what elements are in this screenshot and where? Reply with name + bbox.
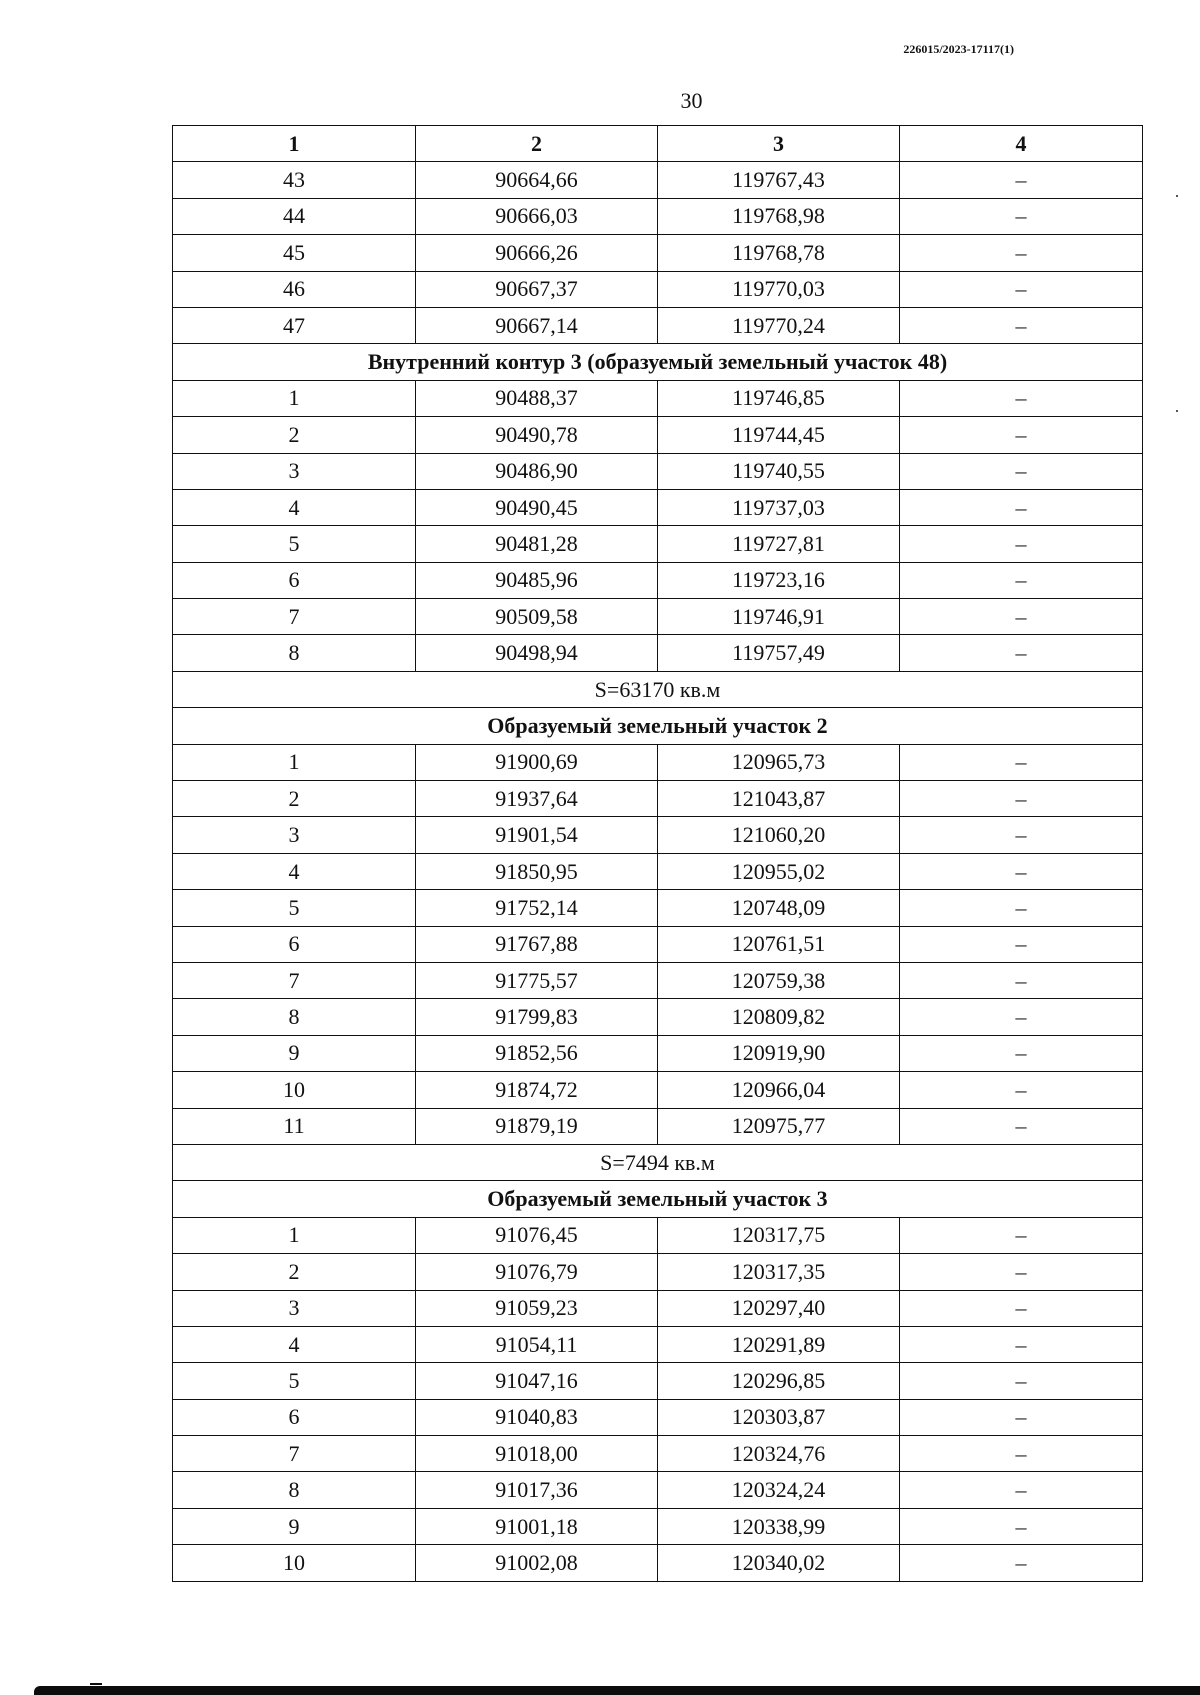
note-cell: –	[900, 744, 1143, 780]
note-cell: –	[900, 198, 1143, 234]
x-coordinate-cell: 91040,83	[416, 1399, 658, 1435]
table-row	[173, 744, 1143, 780]
note-cell: –	[900, 817, 1143, 853]
table-row	[173, 453, 1143, 489]
point-number-cell: 4	[173, 853, 416, 889]
x-coordinate-cell: 90667,14	[416, 307, 658, 343]
x-coordinate-cell: 90666,26	[416, 235, 658, 271]
y-coordinate-cell: 119746,91	[658, 599, 900, 635]
x-coordinate-cell: 90490,45	[416, 489, 658, 525]
x-coordinate-cell: 91874,72	[416, 1072, 658, 1108]
table-row	[173, 235, 1143, 271]
note-cell: –	[900, 962, 1143, 998]
point-number-cell: 46	[173, 271, 416, 307]
note-cell: –	[900, 1508, 1143, 1544]
table-row	[173, 1290, 1143, 1326]
note-cell: –	[900, 1072, 1143, 1108]
scan-edge-mark	[90, 1683, 102, 1685]
y-coordinate-cell: 119737,03	[658, 489, 900, 525]
y-coordinate-cell: 119757,49	[658, 635, 900, 671]
table-row	[173, 1436, 1143, 1472]
point-number-cell: 5	[173, 526, 416, 562]
y-coordinate-cell: 119744,45	[658, 417, 900, 453]
column-header-x: 2	[416, 126, 658, 162]
table-row	[173, 1254, 1143, 1290]
point-number-cell: 8	[173, 635, 416, 671]
note-cell: –	[900, 1108, 1143, 1144]
area-note: S=63170 кв.м	[173, 671, 1143, 707]
x-coordinate-cell: 91767,88	[416, 926, 658, 962]
y-coordinate-cell: 120975,77	[658, 1108, 900, 1144]
table-row	[173, 198, 1143, 234]
note-cell: –	[900, 1472, 1143, 1508]
table-header	[173, 126, 1143, 162]
x-coordinate-cell: 90509,58	[416, 599, 658, 635]
table-row	[173, 853, 1143, 889]
point-number-cell: 1	[173, 1217, 416, 1253]
note-cell: –	[900, 489, 1143, 525]
x-coordinate-cell: 91047,16	[416, 1363, 658, 1399]
y-coordinate-cell: 120324,76	[658, 1436, 900, 1472]
x-coordinate-cell: 91799,83	[416, 999, 658, 1035]
table-row	[173, 781, 1143, 817]
table-row	[173, 962, 1143, 998]
note-cell: –	[900, 1545, 1143, 1581]
note-cell: –	[900, 853, 1143, 889]
column-header-y: 3	[658, 126, 900, 162]
point-number-cell: 1	[173, 380, 416, 416]
x-coordinate-cell: 91001,18	[416, 1508, 658, 1544]
area-note: S=7494 кв.м	[173, 1144, 1143, 1180]
point-number-cell: 9	[173, 1035, 416, 1071]
table-row	[173, 1217, 1143, 1253]
point-number-cell: 44	[173, 198, 416, 234]
y-coordinate-cell: 119770,03	[658, 271, 900, 307]
table-row	[173, 562, 1143, 598]
point-number-cell: 10	[173, 1545, 416, 1581]
y-coordinate-cell: 120966,04	[658, 1072, 900, 1108]
scan-artifact	[1176, 195, 1178, 197]
table-row	[173, 417, 1143, 453]
x-coordinate-cell: 90486,90	[416, 453, 658, 489]
x-coordinate-cell: 90666,03	[416, 198, 658, 234]
y-coordinate-cell: 120291,89	[658, 1326, 900, 1362]
x-coordinate-cell: 91775,57	[416, 962, 658, 998]
note-cell: –	[900, 635, 1143, 671]
x-coordinate-cell: 91901,54	[416, 817, 658, 853]
y-coordinate-cell: 120919,90	[658, 1035, 900, 1071]
table-row	[173, 926, 1143, 962]
table-row	[173, 162, 1143, 198]
point-number-cell: 10	[173, 1072, 416, 1108]
note-cell: –	[900, 1399, 1143, 1435]
table-row	[173, 1035, 1143, 1071]
table-row	[173, 890, 1143, 926]
table-row	[173, 1108, 1143, 1144]
column-header-note: 4	[900, 126, 1143, 162]
x-coordinate-cell: 90481,28	[416, 526, 658, 562]
table-row	[173, 1326, 1143, 1362]
table-row	[173, 1399, 1143, 1435]
note-cell: –	[900, 781, 1143, 817]
table-row	[173, 999, 1143, 1035]
table-row	[173, 1508, 1143, 1544]
note-cell: –	[900, 890, 1143, 926]
note-cell: –	[900, 162, 1143, 198]
point-number-cell: 4	[173, 489, 416, 525]
x-coordinate-cell: 90488,37	[416, 380, 658, 416]
y-coordinate-cell: 120965,73	[658, 744, 900, 780]
point-number-cell: 4	[173, 1326, 416, 1362]
y-coordinate-cell: 119767,43	[658, 162, 900, 198]
point-number-cell: 8	[173, 999, 416, 1035]
table-row	[173, 489, 1143, 525]
section-row	[173, 1181, 1143, 1217]
point-number-cell: 6	[173, 926, 416, 962]
x-coordinate-cell: 91850,95	[416, 853, 658, 889]
x-coordinate-cell: 91752,14	[416, 890, 658, 926]
table-row	[173, 526, 1143, 562]
note-cell: –	[900, 999, 1143, 1035]
x-coordinate-cell: 91018,00	[416, 1436, 658, 1472]
note-cell: –	[900, 271, 1143, 307]
y-coordinate-cell: 120317,75	[658, 1217, 900, 1253]
y-coordinate-cell: 119746,85	[658, 380, 900, 416]
x-coordinate-cell: 90490,78	[416, 417, 658, 453]
note-cell: –	[900, 1254, 1143, 1290]
area-row	[173, 1144, 1143, 1180]
table-row	[173, 1363, 1143, 1399]
scan-artifact	[1176, 410, 1178, 412]
point-number-cell: 1	[173, 744, 416, 780]
table-row	[173, 1072, 1143, 1108]
x-coordinate-cell: 90664,66	[416, 162, 658, 198]
coordinates-table	[172, 125, 1143, 1582]
note-cell: –	[900, 235, 1143, 271]
y-coordinate-cell: 120297,40	[658, 1290, 900, 1326]
note-cell: –	[900, 562, 1143, 598]
table-row	[173, 1545, 1143, 1581]
note-cell: –	[900, 380, 1143, 416]
section-row	[173, 708, 1143, 744]
section-row	[173, 344, 1143, 380]
x-coordinate-cell: 91937,64	[416, 781, 658, 817]
section-title: Внутренний контур 3 (образуемый земельный участок 48)	[173, 344, 1143, 380]
y-coordinate-cell: 120761,51	[658, 926, 900, 962]
point-number-cell: 5	[173, 890, 416, 926]
y-coordinate-cell: 119768,98	[658, 198, 900, 234]
point-number-cell: 11	[173, 1108, 416, 1144]
y-coordinate-cell: 121060,20	[658, 817, 900, 853]
note-cell: –	[900, 1035, 1143, 1071]
y-coordinate-cell: 119723,16	[658, 562, 900, 598]
y-coordinate-cell: 120340,02	[658, 1545, 900, 1581]
column-header-point: 1	[173, 126, 416, 162]
y-coordinate-cell: 120303,87	[658, 1399, 900, 1435]
point-number-cell: 2	[173, 417, 416, 453]
x-coordinate-cell: 91852,56	[416, 1035, 658, 1071]
x-coordinate-cell: 91076,45	[416, 1217, 658, 1253]
header-row	[173, 126, 1143, 162]
point-number-cell: 7	[173, 599, 416, 635]
point-number-cell: 43	[173, 162, 416, 198]
x-coordinate-cell: 90498,94	[416, 635, 658, 671]
note-cell: –	[900, 926, 1143, 962]
x-coordinate-cell: 91076,79	[416, 1254, 658, 1290]
y-coordinate-cell: 119768,78	[658, 235, 900, 271]
note-cell: –	[900, 1326, 1143, 1362]
y-coordinate-cell: 121043,87	[658, 781, 900, 817]
table-row	[173, 635, 1143, 671]
table-row	[173, 380, 1143, 416]
x-coordinate-cell: 91002,08	[416, 1545, 658, 1581]
point-number-cell: 3	[173, 817, 416, 853]
point-number-cell: 6	[173, 562, 416, 598]
scan-bottom-edge	[34, 1686, 1200, 1695]
point-number-cell: 47	[173, 307, 416, 343]
section-title: Образуемый земельный участок 2	[173, 708, 1143, 744]
note-cell: –	[900, 417, 1143, 453]
point-number-cell: 3	[173, 1290, 416, 1326]
x-coordinate-cell: 90485,96	[416, 562, 658, 598]
document-registration-number: 226015/2023-17117(1)	[903, 42, 1014, 56]
note-cell: –	[900, 453, 1143, 489]
point-number-cell: 2	[173, 1254, 416, 1290]
point-number-cell: 45	[173, 235, 416, 271]
y-coordinate-cell: 120324,24	[658, 1472, 900, 1508]
note-cell: –	[900, 307, 1143, 343]
point-number-cell: 9	[173, 1508, 416, 1544]
x-coordinate-cell: 90667,37	[416, 271, 658, 307]
table-body	[173, 162, 1143, 1581]
y-coordinate-cell: 119727,81	[658, 526, 900, 562]
table-row	[173, 307, 1143, 343]
point-number-cell: 7	[173, 1436, 416, 1472]
y-coordinate-cell: 120317,35	[658, 1254, 900, 1290]
point-number-cell: 7	[173, 962, 416, 998]
x-coordinate-cell: 91054,11	[416, 1326, 658, 1362]
y-coordinate-cell: 119740,55	[658, 453, 900, 489]
x-coordinate-cell: 91879,19	[416, 1108, 658, 1144]
note-cell: –	[900, 1290, 1143, 1326]
x-coordinate-cell: 91900,69	[416, 744, 658, 780]
y-coordinate-cell: 120296,85	[658, 1363, 900, 1399]
page-number: 30	[680, 88, 703, 113]
point-number-cell: 2	[173, 781, 416, 817]
point-number-cell: 8	[173, 1472, 416, 1508]
y-coordinate-cell: 120748,09	[658, 890, 900, 926]
y-coordinate-cell: 120338,99	[658, 1508, 900, 1544]
table-row	[173, 817, 1143, 853]
x-coordinate-cell: 91017,36	[416, 1472, 658, 1508]
y-coordinate-cell: 120955,02	[658, 853, 900, 889]
y-coordinate-cell: 120809,82	[658, 999, 900, 1035]
note-cell: –	[900, 599, 1143, 635]
table-row	[173, 1472, 1143, 1508]
point-number-cell: 6	[173, 1399, 416, 1435]
note-cell: –	[900, 1436, 1143, 1472]
table-row	[173, 599, 1143, 635]
section-title: Образуемый земельный участок 3	[173, 1181, 1143, 1217]
table-row	[173, 271, 1143, 307]
point-number-cell: 5	[173, 1363, 416, 1399]
y-coordinate-cell: 119770,24	[658, 307, 900, 343]
note-cell: –	[900, 1363, 1143, 1399]
x-coordinate-cell: 91059,23	[416, 1290, 658, 1326]
point-number-cell: 3	[173, 453, 416, 489]
y-coordinate-cell: 120759,38	[658, 962, 900, 998]
note-cell: –	[900, 1217, 1143, 1253]
area-row	[173, 671, 1143, 707]
note-cell: –	[900, 526, 1143, 562]
